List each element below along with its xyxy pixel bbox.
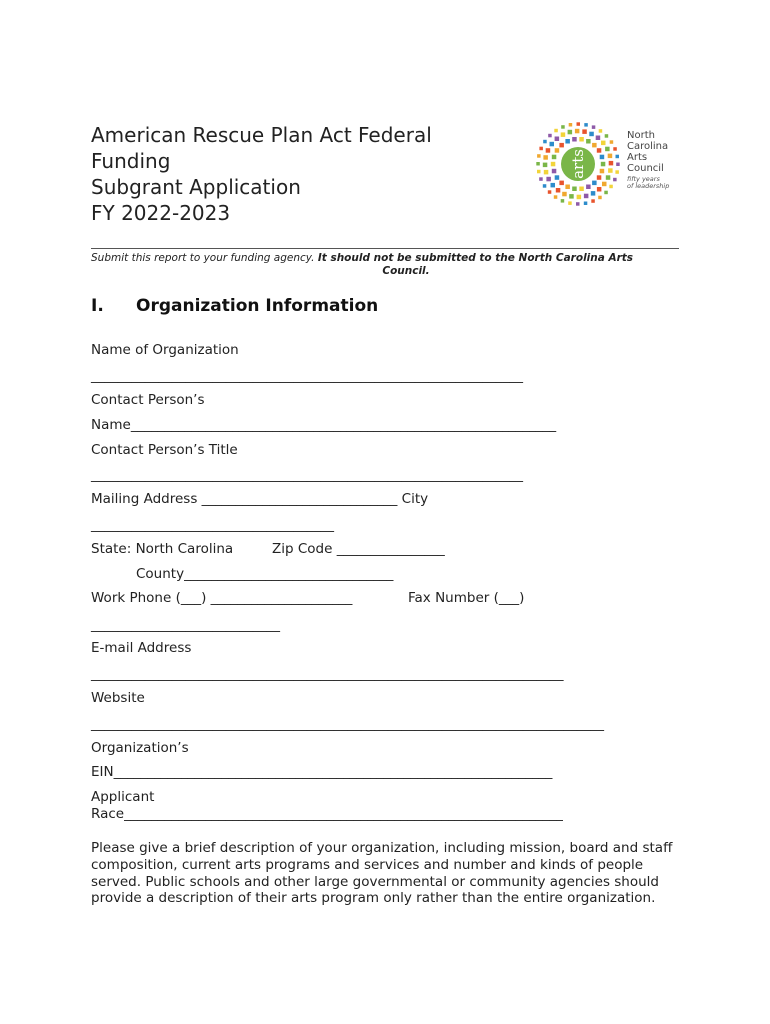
mosaic-tile — [576, 202, 580, 206]
contact-person-label: Contact Person’s — [91, 392, 205, 408]
document-title — [91, 122, 511, 226]
mosaic-tile — [599, 129, 603, 133]
mosaic-tile — [600, 169, 605, 174]
mosaic-tile — [548, 190, 552, 194]
mosaic-tile — [562, 192, 567, 197]
title-line-2: Funding — [91, 149, 171, 173]
logo-line-4: Council — [627, 163, 664, 174]
mosaic-tile — [546, 148, 551, 153]
notice-bold-line-2: Council. — [382, 265, 430, 277]
contact-name-field[interactable]: Name_______________________________________________________________ — [91, 417, 557, 433]
state-label: State: North Carolina — [91, 541, 234, 557]
mosaic-tile — [552, 169, 557, 174]
mosaic-tile — [586, 139, 591, 144]
mosaic-tile — [537, 154, 541, 158]
title-line-4: FY 2022-2023 — [91, 201, 231, 225]
mosaic-tile — [592, 125, 596, 128]
website-field[interactable]: ____________________________________________________________________________ — [91, 716, 604, 732]
mosaic-tile — [584, 194, 589, 199]
divider — [91, 248, 679, 249]
mosaic-tile — [592, 143, 597, 148]
mosaic-tile — [600, 155, 605, 160]
fax-number-line[interactable]: ____________________________ — [91, 617, 280, 633]
mosaic-tile — [592, 181, 597, 186]
logo-line-2: Carolina — [627, 141, 669, 152]
mosaic-tile — [577, 122, 581, 126]
work-phone-field[interactable]: Work Phone (___) _____________________ — [91, 590, 353, 606]
mosaic-tile — [609, 185, 613, 189]
logo-mark-text: arts — [569, 149, 587, 179]
mosaic-tile — [548, 134, 552, 138]
city-field[interactable]: ____________________________________ — [91, 517, 334, 533]
org-name-field[interactable]: ________________________________________________________________ — [91, 368, 523, 384]
email-field[interactable]: ______________________________________________________________________ — [91, 666, 564, 682]
title-line-3: Subgrant Application — [91, 175, 301, 199]
mosaic-tile — [579, 187, 584, 192]
notice-bold: It should not be submitted to the North Carolina Arts — [317, 252, 634, 264]
mosaic-tile — [584, 202, 588, 206]
mosaic-tile — [597, 175, 602, 180]
mosaic-tile — [613, 178, 617, 182]
zip-code-field[interactable]: Zip Code ________________ — [272, 541, 445, 557]
mosaic-tile — [552, 155, 557, 160]
section-title: Organization Information — [136, 296, 379, 316]
contact-title-field[interactable]: ________________________________________________________________ — [91, 467, 523, 483]
mosaic-tile — [543, 163, 548, 168]
mosaic-tile — [537, 170, 541, 174]
county-field[interactable]: County_______________________________ — [136, 566, 394, 582]
mosaic-tile — [536, 162, 540, 166]
mosaic-tile — [602, 182, 607, 187]
mosaic-tile — [539, 147, 543, 151]
logo-tagline-2: of leadership — [627, 182, 670, 190]
notice-italic: Submit this report to your funding agency. — [91, 252, 318, 264]
mosaic-tile — [555, 148, 560, 153]
mosaic-tile — [616, 155, 620, 159]
mosaic-tile — [601, 162, 606, 167]
mosaic-tile — [582, 129, 587, 134]
mosaic-tile — [604, 191, 608, 195]
mosaic-tile — [577, 195, 582, 200]
mosaic-tile — [550, 142, 555, 147]
mosaic-tile — [613, 147, 617, 151]
contact-title-label: Contact Person’s Title — [91, 442, 238, 458]
mosaic-tile — [546, 177, 551, 182]
mosaic-tile — [551, 162, 556, 167]
mosaic-tile — [556, 188, 561, 193]
mosaic-tile — [608, 168, 613, 173]
mosaic-tile — [586, 185, 591, 190]
logo-wordmark — [627, 130, 669, 190]
mosaic-tile — [596, 136, 601, 141]
mosaic-tile — [561, 132, 566, 137]
mosaic-tile — [569, 123, 573, 127]
arts-mosaic-mark — [532, 118, 624, 210]
applicant-race-field[interactable]: Race_________________________________________________________________ — [91, 806, 563, 822]
mailing-address-field[interactable]: Mailing Address _____________________________ City — [91, 491, 429, 507]
mosaic-tile — [543, 184, 547, 188]
mosaic-tile — [543, 155, 548, 160]
mosaic-tile — [539, 177, 543, 181]
mosaic-tile — [565, 185, 570, 190]
mosaic-tile — [615, 170, 619, 174]
ein-label: Organization’s — [91, 740, 189, 756]
nc-arts-council-logo — [532, 118, 682, 210]
logo-line-1: North — [627, 130, 655, 141]
mosaic-tile — [572, 137, 577, 142]
mosaic-tile — [554, 195, 558, 199]
mosaic-tile — [555, 137, 560, 142]
mosaic-tile — [608, 154, 613, 159]
applicant-race-label: Applicant — [91, 789, 155, 805]
mosaic-tile — [551, 183, 556, 188]
mosaic-tile — [605, 134, 609, 138]
mosaic-tile — [572, 187, 577, 192]
mosaic-tile — [568, 130, 573, 135]
fax-number-field[interactable]: Fax Number (___) — [408, 590, 525, 606]
logo-line-3: Arts — [627, 152, 648, 163]
mosaic-tile — [609, 161, 614, 166]
mosaic-tile — [598, 196, 602, 200]
mosaic-tile — [584, 123, 588, 127]
mosaic-tile — [544, 170, 549, 175]
section-heading — [91, 296, 378, 316]
mosaic-tile — [591, 199, 595, 203]
mosaic-tile — [565, 139, 570, 144]
mosaic-tile — [559, 143, 564, 148]
logo-tagline — [627, 176, 669, 190]
email-label: E-mail Address — [91, 640, 192, 656]
mosaic-tile — [555, 175, 560, 180]
logo-tagline-1: fifty years — [627, 175, 660, 183]
mosaic-tile — [606, 175, 611, 180]
website-label: Website — [91, 690, 145, 706]
mosaic-tile — [554, 129, 558, 133]
submission-notice — [91, 252, 681, 278]
mosaic-tile — [589, 132, 594, 137]
mosaic-tile — [610, 140, 614, 144]
mosaic-tile — [605, 147, 610, 152]
mosaic-tile — [569, 194, 574, 199]
mosaic-tile — [575, 129, 580, 134]
org-name-label: Name of Organization — [91, 342, 239, 358]
mosaic-tile — [597, 187, 602, 192]
section-number: I. — [91, 296, 104, 316]
mosaic-tile — [543, 140, 547, 144]
ein-field[interactable]: EIN_________________________________________________________________ — [91, 764, 553, 780]
mosaic-tile — [561, 199, 565, 203]
mosaic-tile — [568, 201, 572, 205]
mosaic-tile — [579, 137, 584, 142]
mosaic-tile — [601, 141, 606, 146]
mosaic-tile — [616, 163, 620, 167]
mosaic-tile — [597, 148, 602, 153]
description-instructions: Please give a brief description of your organization, including mission, board and staff composition, current arts programs and services and number and kinds of people served. Public schools and other large governmental or community agencies should provide a description of their arts program only rather than the entire organization. — [91, 840, 673, 907]
mosaic-tile — [591, 191, 596, 196]
mosaic-tile — [561, 125, 565, 129]
title-line-1: American Rescue Plan Act Federal — [91, 123, 432, 147]
mosaic-tile — [559, 181, 564, 186]
